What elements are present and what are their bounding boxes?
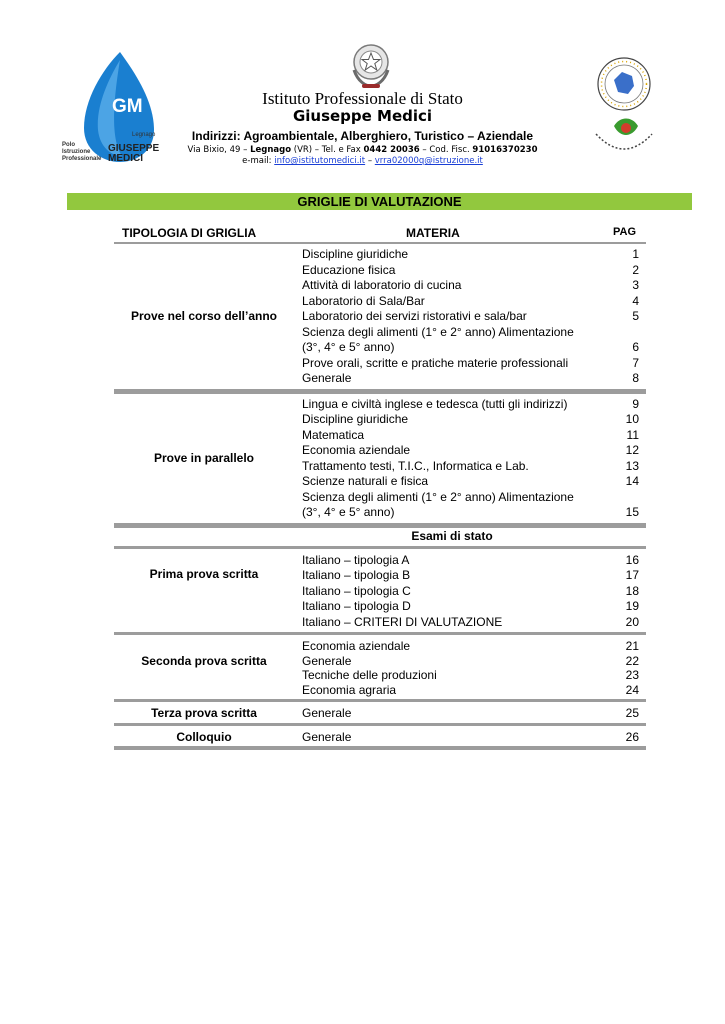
materia-cell: Italiano – tipologia A [302,552,410,567]
section-title: Esami di stato [411,528,493,543]
institute-contact [0,145,725,155]
institute-email [0,156,725,166]
logo-name-1: GIUSEPPE [108,143,160,154]
tipologia-cell: Terza prova scritta [151,706,257,720]
institute-name: Giuseppe Medici [292,107,433,125]
phone: 0442 20036 [363,145,420,155]
materia-cell: Trattamento testi, T.I.C., Informatica e Lab. [302,458,529,473]
pag-cell: 14 [625,474,639,488]
pag-cell: 26 [625,729,639,744]
separator-bar [114,523,646,528]
materia-cell: Discipline giuridiche [302,412,409,426]
materia-cell: Italiano – tipologia B [302,568,411,582]
materia-cell: Italiano – tipologia C [302,583,411,598]
materia-cell: Generale [302,653,352,668]
title-band [67,193,692,210]
email-separator: – [365,156,375,166]
email-link-info[interactable]: info@istitutomedici.it [274,156,366,166]
materia-cell: Economia aziendale [302,443,411,457]
pag-cell: 11 [626,427,639,442]
tipologia-cell: Seconda prova scritta [141,653,267,668]
city: Legnago [250,145,292,155]
pag-cell: 2 [632,262,639,277]
banner-title: GRIGLIE DI VALUTAZIONE [297,194,462,209]
tipologia-cell: Prima prova scritta [149,567,259,581]
pag-cell: 22 [625,653,639,668]
materia-cell: Laboratorio dei servizi ristorativi e sala/bar [302,309,527,323]
separator-bar [114,242,646,244]
logo-professionale: Professionale [62,156,102,162]
materia-cell: Attività di laboratorio di cucina [302,278,462,292]
pag-cell: 24 [625,682,639,697]
materia-cell: Laboratorio di Sala/Bar [302,293,425,308]
pag-cell: 23 [625,668,639,682]
materia-cell: Matematica [302,427,365,442]
street: Via Bixio, 49 – [187,145,251,155]
separator-bar [114,746,646,750]
pag-cell: 10 [625,412,639,426]
materia-cell: (3°, 4° e 5° anno) [302,340,395,354]
pag-cell: 1 [632,247,639,261]
header-tipologia: TIPOLOGIA DI GRIGLIA [122,226,257,240]
materia-cell: Generale [302,729,352,744]
pag-cell: 25 [625,706,639,720]
separator-bar [114,546,646,549]
materia-cell: (3°, 4° e 5° anno) [302,505,395,519]
materia-cell: Educazione fisica [302,262,396,277]
pag-cell: 8 [632,371,639,385]
pag-cell: 20 [625,614,639,629]
logo-monogram: GM [112,96,143,117]
pag-cell: 3 [632,278,639,292]
materia-cell: Discipline giuridiche [302,247,409,261]
pag-cell: 21 [625,639,639,653]
header-materia: MATERIA [406,226,460,240]
separator-bar [114,699,646,702]
institute-title: Istituto Professionale di Stato [262,89,463,108]
materia-cell: Economia aziendale [302,639,411,653]
email-label: e-mail: [242,156,275,166]
materia-cell: Scienza degli alimenti (1° e 2° anno) Alimentazione [302,489,574,504]
pag-cell: 19 [625,599,639,613]
pag-cell: 6 [632,340,639,354]
fiscal-code: 91016370230 [472,145,538,155]
pag-cell: 17 [625,568,639,582]
logo-name-2: MEDICI [108,153,143,164]
materia-cell: Lingua e civiltà inglese e tedesca (tutti gli indirizzi) [302,396,568,411]
materia-cell: Generale [302,706,352,720]
materia-cell: Scienze naturali e fisica [302,474,429,488]
separator-bar [114,723,646,726]
italian-emblem-icon [348,40,394,90]
tipologia-cell: Prove nel corso dell’anno [130,308,278,323]
pag-cell: 15 [625,505,639,519]
materia-cell: Generale [302,371,352,385]
separator-bar [114,632,646,635]
header-pag: PAG [613,226,637,238]
pag-cell: 5 [632,309,639,323]
materia-cell: Scienza degli alimenti (1° e 2° anno) Alimentazione [302,324,574,339]
email-link-pec[interactable]: vrra02000q@istruzione.it [374,156,483,166]
pag-cell: 7 [632,355,639,370]
pag-cell: 9 [632,396,639,411]
materia-cell: Prove orali, scritte e pratiche materie professionali [302,355,569,370]
separator-bar [114,389,646,394]
institute-addresses: Indirizzi: Agroambientale, Alberghiero, Turistico – Aziendale [191,129,534,143]
tipologia-cell: Prove in parallelo [153,450,255,465]
pag-cell: 12 [625,443,639,457]
pag-cell: 16 [625,552,639,567]
logo-istruzione: Istruzione [62,149,91,155]
materia-cell: Italiano – CRITERI DI VALUTAZIONE [302,614,503,629]
pag-cell: 4 [632,293,639,308]
pag-cell: 13 [625,458,639,473]
province-tel: (VR) – Tel. e Fax [291,145,364,155]
materia-cell: Italiano – tipologia D [302,599,411,613]
pag-cell: 18 [625,583,639,598]
logo-city: Legnago [132,132,156,138]
materia-cell: Tecniche delle produzioni [302,668,437,682]
fisc-label: – Cod. Fisc. [419,145,473,155]
tipologia-cell: Colloquio [176,729,232,744]
logo-polo: Polo [62,142,75,148]
materia-cell: Economia agraria [302,682,397,697]
